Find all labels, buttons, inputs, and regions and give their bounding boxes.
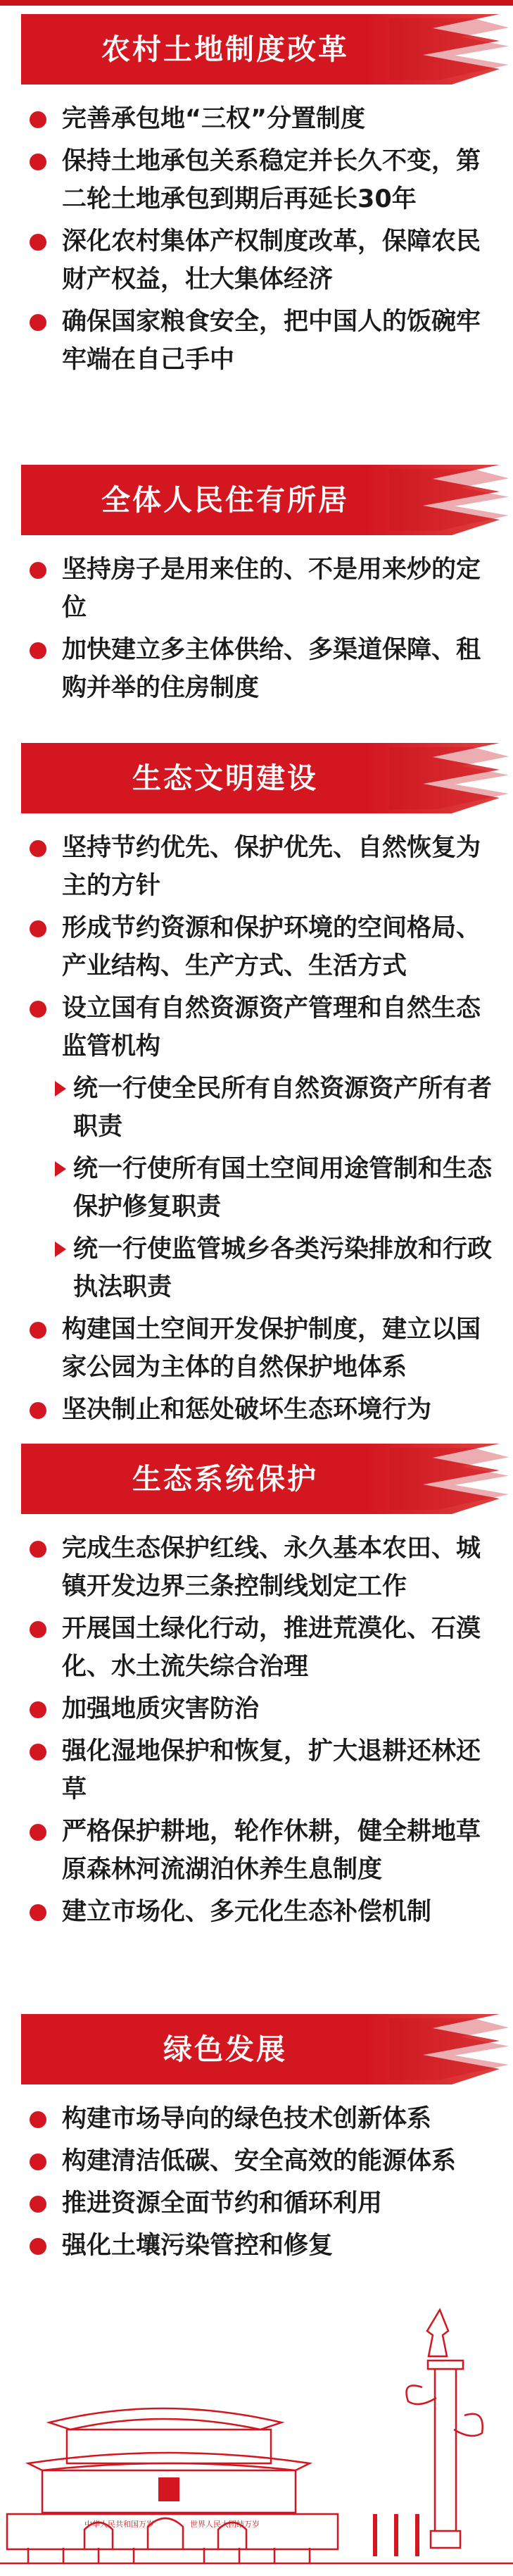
- circle-bullet-icon: [30, 2238, 46, 2255]
- sub-list-item: [0, 1150, 513, 1226]
- list-item: [0, 1391, 513, 1429]
- item-text: 严格保护耕地，轮作休耕，健全耕地草原森林河流湖泊休养生息制度: [62, 1818, 481, 1884]
- item-text: 完成生态保护红线、永久基本农田、城镇开发边界三条控制线划定工作: [62, 1534, 481, 1601]
- item-text: 构建清洁低碳、安全高效的能源体系: [62, 2147, 457, 2175]
- list-item: [0, 223, 513, 299]
- section-4: [0, 1444, 513, 1935]
- bullet-list: [0, 551, 513, 707]
- item-text: 深化农村集体产权制度改革，保障农民财产权益，壮大集体经济: [62, 227, 481, 294]
- triangle-bullet-icon: [55, 1242, 66, 1257]
- list-item: [0, 1530, 513, 1606]
- section-1: [0, 14, 513, 383]
- gate-banner-right: 世界人民大团结万岁: [190, 2520, 260, 2529]
- list-item: [0, 1732, 513, 1808]
- gate-roof-upper: [49, 2408, 281, 2430]
- item-text: 坚持节约优先、保护优先、自然恢复为主的方针: [62, 834, 481, 900]
- item-text: 构建市场导向的绿色技术创新体系: [62, 2105, 432, 2133]
- item-text: 保持土地承包关系稳定并长久不变，第二轮土地承包到期后再延长30年: [62, 147, 481, 213]
- circle-bullet-icon: [30, 1001, 46, 1018]
- circle-bullet-icon: [30, 562, 46, 579]
- bullet-list: [0, 2100, 513, 2265]
- list-item: [0, 1893, 513, 1931]
- circle-bullet-icon: [30, 111, 46, 128]
- item-text: 构建国土空间开发保护制度，建立以国家公园为主体的自然保护地体系: [62, 1315, 481, 1382]
- section-title: 生态文明建设: [132, 761, 318, 795]
- circle-bullet-icon: [30, 1322, 46, 1339]
- circle-bullet-icon: [30, 1744, 46, 1761]
- list-item: [0, 142, 513, 218]
- item-text: 坚持房子是用来住的、不是用来炒的定位: [62, 556, 481, 622]
- gate-banner-left: 中华人民共和国万岁: [84, 2520, 154, 2529]
- section-title: 农村土地制度改革: [101, 32, 349, 66]
- list-item: [0, 1690, 513, 1728]
- item-text: 强化土壤污染管控和修复: [62, 2232, 334, 2260]
- bullet-list: [0, 1530, 513, 1931]
- item-text: 加强地质灾害防治: [62, 1695, 260, 1723]
- red-flag-3: [415, 2514, 419, 2556]
- triangle-bullet-icon: [55, 1081, 66, 1096]
- circle-bullet-icon: [30, 2111, 46, 2128]
- circle-bullet-icon: [30, 642, 46, 659]
- list-item: [0, 303, 513, 379]
- list-item: [0, 989, 513, 1065]
- section-title: 绿色发展: [163, 2032, 287, 2066]
- huabiao-cloud: [407, 2386, 483, 2437]
- section-title: 全体人民住有所居: [101, 483, 349, 517]
- fence-posts: [0, 2548, 513, 2563]
- huabiao-pillar: [427, 2310, 463, 2548]
- triangle-bullet-icon: [55, 1161, 66, 1177]
- list-item: [0, 1813, 513, 1889]
- list-item: [0, 2227, 513, 2265]
- section-header: [0, 743, 513, 813]
- list-item: [0, 1311, 513, 1387]
- circle-bullet-icon: [30, 1824, 46, 1841]
- section-title: 生态系统保护: [132, 1462, 318, 1496]
- red-flag-2: [394, 2514, 398, 2556]
- list-item: [0, 2100, 513, 2138]
- list-item: [0, 2184, 513, 2222]
- section-header: [0, 465, 513, 535]
- item-text: 统一行使全民所有自然资源资产所有者职责: [73, 1075, 493, 1141]
- section-header: [0, 1444, 513, 1514]
- sub-list-item: [0, 1070, 513, 1146]
- sub-list-item: [0, 1230, 513, 1306]
- red-flag-1: [373, 2514, 377, 2556]
- section-3: [0, 743, 513, 1433]
- item-text: 加快建立多主体供给、多渠道保障、租购并举的住房制度: [62, 636, 481, 702]
- item-text: 开展国土绿化行动，推进荒漠化、石漠化、水土流失综合治理: [62, 1615, 481, 1681]
- item-text: 强化湿地保护和恢复，扩大退耕还林还草: [62, 1737, 481, 1803]
- item-text: 完善承包地“三权”分置制度: [62, 105, 366, 133]
- item-text: 设立国有自然资源资产管理和自然生态监管机构: [62, 994, 481, 1061]
- section-header: [0, 14, 513, 85]
- section-5: [0, 2014, 513, 2269]
- circle-bullet-icon: [30, 154, 46, 170]
- circle-bullet-icon: [30, 1402, 46, 1419]
- gate-portrait: [158, 2477, 179, 2501]
- item-text: 坚决制止和惩处破坏生态环境行为: [62, 1396, 432, 1424]
- circle-bullet-icon: [30, 1621, 46, 1638]
- bullet-list: [0, 829, 513, 1429]
- circle-bullet-icon: [30, 314, 46, 331]
- list-item: [0, 551, 513, 627]
- tiananmen-illustration: [0, 2303, 513, 2576]
- list-item: [0, 829, 513, 905]
- circle-bullet-icon: [30, 920, 46, 937]
- circle-bullet-icon: [30, 2196, 46, 2213]
- circle-bullet-icon: [30, 1904, 46, 1921]
- item-text: 确保国家粮食安全，把中国人的饭碗牢牢端在自己手中: [62, 308, 481, 374]
- item-text: 建立市场化、多元化生态补偿机制: [62, 1898, 432, 1926]
- item-text: 形成节约资源和保护环境的空间格局、产业结构、生产方式、生活方式: [62, 914, 481, 980]
- list-item: [0, 909, 513, 985]
- gate-roof-lower: [28, 2453, 310, 2470]
- bullet-list: [0, 100, 513, 379]
- item-text: 统一行使监管城乡各类污染排放和行政执法职责: [73, 1235, 493, 1301]
- circle-bullet-icon: [30, 840, 46, 857]
- item-text: 推进资源全面节约和循环利用: [62, 2189, 383, 2218]
- circle-bullet-icon: [30, 2153, 46, 2170]
- top-stripe: [0, 0, 513, 6]
- list-item: [0, 1610, 513, 1686]
- circle-bullet-icon: [30, 234, 46, 251]
- circle-bullet-icon: [30, 1701, 46, 1718]
- section-header: [0, 2014, 513, 2084]
- list-item: [0, 2142, 513, 2180]
- list-item: [0, 100, 513, 138]
- list-item: [0, 631, 513, 707]
- section-2: [0, 465, 513, 711]
- circle-bullet-icon: [30, 1541, 46, 1558]
- item-text: 统一行使所有国土空间用途管制和生态保护修复职责: [73, 1155, 493, 1221]
